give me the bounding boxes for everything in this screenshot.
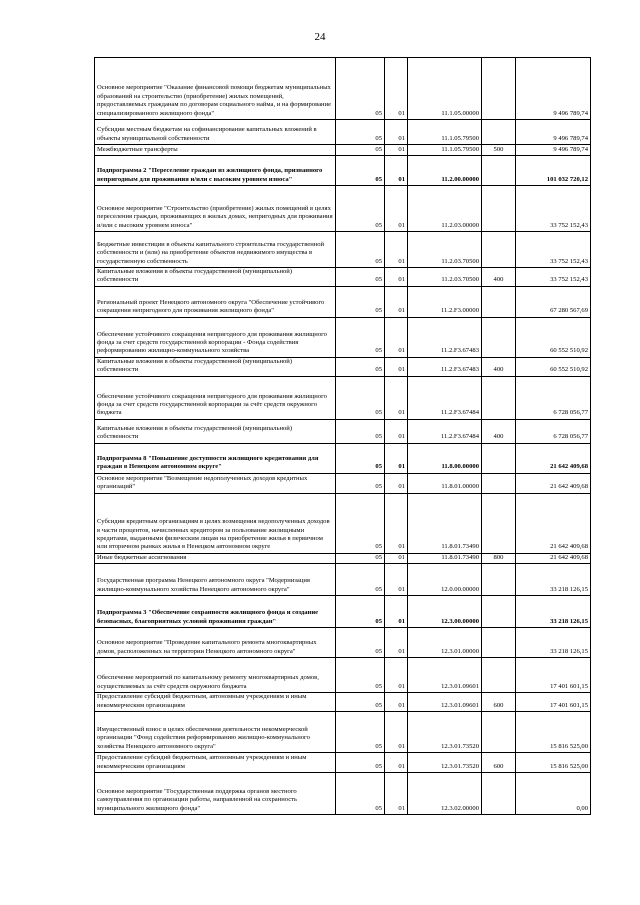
row-section-cell: 05 — [336, 156, 385, 186]
table-row — [95, 753, 591, 773]
row-amount-cell: 33 218 126,15 — [516, 564, 591, 596]
row-expense-type-cell: 600 — [482, 753, 516, 773]
row-amount-cell: 17 401 601,15 — [516, 693, 591, 712]
table-row — [95, 553, 591, 563]
row-name-cell: Иные бюджетные ассигнования — [95, 553, 336, 563]
row-subsection-cell: 01 — [385, 145, 408, 156]
row-subsection-cell: 01 — [385, 120, 408, 145]
row-name-cell: Субсидии кредитным организациям в целях возмещения недополученных доходов в части процентов, начисленных кредитором за пользование жилищными кредитами, выданными физическим лицам на приобретение жилья в первичном или вторичном рынках жилья в Ненецком автономном округе — [95, 493, 336, 553]
row-amount-cell: 6 728 056,77 — [516, 419, 591, 443]
table-row — [95, 473, 591, 493]
row-expense-type-cell — [482, 286, 516, 317]
row-name-cell: Основное мероприятие "Проведение капитального ремонта многоквартирных домов, расположенных на территории Ненецкого автономного округа" — [95, 628, 336, 658]
table-row — [95, 693, 591, 712]
table-row — [95, 493, 591, 553]
row-amount-cell: 17 401 601,15 — [516, 658, 591, 693]
table-row — [95, 596, 591, 628]
row-subsection-cell: 01 — [385, 712, 408, 753]
row-section-cell: 05 — [336, 628, 385, 658]
row-section-cell: 05 — [336, 419, 385, 443]
table-row — [95, 376, 591, 419]
row-subsection-cell: 01 — [385, 493, 408, 553]
row-expense-type-cell — [482, 58, 516, 120]
row-section-cell: 05 — [336, 186, 385, 232]
row-amount-cell: 33 218 126,15 — [516, 628, 591, 658]
row-subsection-cell: 01 — [385, 773, 408, 815]
row-target-article-cell: 11.2.F3.67484 — [408, 419, 482, 443]
row-name-cell: Предоставление субсидий бюджетным, автономным учреждениям и иным некоммерческим организациям — [95, 753, 336, 773]
row-target-article-cell: 12.3.01.73520 — [408, 712, 482, 753]
row-target-article-cell: 12.3.00.00000 — [408, 596, 482, 628]
row-target-article-cell: 11.2.03.00000 — [408, 186, 482, 232]
row-section-cell: 05 — [336, 493, 385, 553]
row-name-cell: Основное мероприятие "Оказание финансовой помощи бюджетам муниципальных образований на строительство (приобретение) жилых помещений, предоставляемых гражданам по договорам социального найма, и на формирование специализированного жилищного фонда" — [95, 58, 336, 120]
table-row — [95, 286, 591, 317]
row-expense-type-cell — [482, 473, 516, 493]
table-row — [95, 712, 591, 753]
row-expense-type-cell: 800 — [482, 553, 516, 563]
row-section-cell: 05 — [336, 693, 385, 712]
row-target-article-cell: 11.2.03.70500 — [408, 232, 482, 268]
row-subsection-cell: 01 — [385, 693, 408, 712]
row-target-article-cell: 11.2.F3.67484 — [408, 376, 482, 419]
row-subsection-cell: 01 — [385, 156, 408, 186]
row-expense-type-cell: 500 — [482, 145, 516, 156]
table-row — [95, 317, 591, 357]
row-expense-type-cell — [482, 156, 516, 186]
row-name-cell: Основное мероприятие "Государственная поддержка органов местного самоуправления по организации работы, направленной на сохранность муниципального жилищного фонда" — [95, 773, 336, 815]
row-target-article-cell: 11.8.01.73490 — [408, 493, 482, 553]
row-name-cell: Обеспечение мероприятий по капитальному ремонту многоквартирных домов, осуществляемых за счёт средств окружного бюджета — [95, 658, 336, 693]
row-target-article-cell: 11.1.05.79500 — [408, 120, 482, 145]
row-amount-cell: 0,00 — [516, 773, 591, 815]
row-amount-cell: 33 752 152,43 — [516, 186, 591, 232]
table-row — [95, 443, 591, 473]
row-target-article-cell: 12.0.00.00000 — [408, 564, 482, 596]
row-subsection-cell: 01 — [385, 553, 408, 563]
table-row — [95, 564, 591, 596]
row-name-cell: Подпрограмма 3 "Обеспечение сохранности жилищного фонда и создание безопасных, благоприятных условий проживания граждан" — [95, 596, 336, 628]
table-row — [95, 773, 591, 815]
table-row — [95, 658, 591, 693]
row-amount-cell: 21 642 409,68 — [516, 553, 591, 563]
row-expense-type-cell — [482, 658, 516, 693]
row-section-cell: 05 — [336, 553, 385, 563]
row-target-article-cell: 11.1.05.00000 — [408, 58, 482, 120]
row-target-article-cell: 11.2.F3.67483 — [408, 357, 482, 376]
row-target-article-cell: 11.2.03.70500 — [408, 268, 482, 287]
table-row — [95, 268, 591, 287]
row-amount-cell: 33 752 152,43 — [516, 268, 591, 287]
row-subsection-cell: 01 — [385, 753, 408, 773]
row-section-cell: 05 — [336, 232, 385, 268]
row-expense-type-cell — [482, 493, 516, 553]
row-subsection-cell: 01 — [385, 628, 408, 658]
row-amount-cell: 60 552 510,92 — [516, 317, 591, 357]
row-section-cell: 05 — [336, 317, 385, 357]
page-number: 24 — [314, 31, 326, 43]
table-row — [95, 232, 591, 268]
row-name-cell: Обеспечение устойчивого сокращения непригодного для проживания жилищного фонда за счет средств государственной корпорации - Фонда содействия реформированию жилищно-коммунального хозяйства — [95, 317, 336, 357]
row-amount-cell: 33 752 152,43 — [516, 232, 591, 268]
row-expense-type-cell — [482, 443, 516, 473]
row-subsection-cell: 01 — [385, 186, 408, 232]
table-row — [95, 156, 591, 186]
row-amount-cell: 21 642 409,68 — [516, 443, 591, 473]
row-target-article-cell: 12.3.01.09601 — [408, 693, 482, 712]
row-expense-type-cell: 400 — [482, 268, 516, 287]
row-section-cell: 05 — [336, 286, 385, 317]
row-target-article-cell: 11.8.01.00000 — [408, 473, 482, 493]
row-expense-type-cell — [482, 232, 516, 268]
budget-table-body — [95, 58, 591, 815]
row-target-article-cell: 11.8.00.00000 — [408, 443, 482, 473]
row-target-article-cell: 12.3.01.73520 — [408, 753, 482, 773]
row-expense-type-cell — [482, 186, 516, 232]
row-amount-cell: 9 496 789,74 — [516, 145, 591, 156]
row-name-cell: Предоставление субсидий бюджетным, автономным учреждениям и иным некоммерческим организациям — [95, 693, 336, 712]
row-amount-cell: 101 032 720,12 — [516, 156, 591, 186]
row-subsection-cell: 01 — [385, 596, 408, 628]
row-section-cell: 05 — [336, 357, 385, 376]
row-name-cell: Субсидии местным бюджетам на софинансирование капитальных вложений в объекты муниципальной собственности — [95, 120, 336, 145]
row-subsection-cell: 01 — [385, 658, 408, 693]
row-target-article-cell: 12.3.01.09601 — [408, 658, 482, 693]
row-section-cell: 05 — [336, 712, 385, 753]
budget-table — [94, 57, 591, 815]
row-subsection-cell: 01 — [385, 376, 408, 419]
row-expense-type-cell — [482, 712, 516, 753]
row-name-cell: Государственная программа Ненецкого автономного округа "Модернизация жилищно-коммунального хозяйства Ненецкого автономного округа" — [95, 564, 336, 596]
row-expense-type-cell — [482, 317, 516, 357]
table-row — [95, 120, 591, 145]
row-subsection-cell: 01 — [385, 443, 408, 473]
row-name-cell: Основное мероприятие "Возмещение недополученных доходов кредитных организаций" — [95, 473, 336, 493]
row-expense-type-cell — [482, 120, 516, 145]
row-expense-type-cell — [482, 628, 516, 658]
row-amount-cell: 9 496 789,74 — [516, 120, 591, 145]
row-subsection-cell: 01 — [385, 58, 408, 120]
row-name-cell: Региональный проект Ненецкого автономного округа "Обеспечение устойчивого сокращения непригодного для проживания жилищного фонда" — [95, 286, 336, 317]
table-row — [95, 628, 591, 658]
row-target-article-cell: 12.3.02.00000 — [408, 773, 482, 815]
row-expense-type-cell: 400 — [482, 419, 516, 443]
row-subsection-cell: 01 — [385, 232, 408, 268]
row-amount-cell: 21 642 409,68 — [516, 473, 591, 493]
row-section-cell: 05 — [336, 658, 385, 693]
row-amount-cell: 60 552 510,92 — [516, 357, 591, 376]
row-section-cell: 05 — [336, 473, 385, 493]
row-subsection-cell: 01 — [385, 317, 408, 357]
row-amount-cell: 21 642 409,68 — [516, 493, 591, 553]
row-target-article-cell: 11.2.F3.00000 — [408, 286, 482, 317]
table-row — [95, 58, 591, 120]
row-name-cell: Межбюджетные трансферты — [95, 145, 336, 156]
row-amount-cell: 33 218 126,15 — [516, 596, 591, 628]
row-name-cell: Капитальные вложения в объекты государственной (муниципальной) собственности — [95, 268, 336, 287]
row-expense-type-cell — [482, 564, 516, 596]
row-amount-cell: 6 728 056,77 — [516, 376, 591, 419]
row-name-cell: Капитальные вложения в объекты государственной (муниципальной) собственности — [95, 419, 336, 443]
row-section-cell: 05 — [336, 120, 385, 145]
row-section-cell: 05 — [336, 773, 385, 815]
row-section-cell: 05 — [336, 376, 385, 419]
table-row — [95, 357, 591, 376]
table-row — [95, 419, 591, 443]
row-target-article-cell: 11.2.00.00000 — [408, 156, 482, 186]
row-section-cell: 05 — [336, 596, 385, 628]
row-subsection-cell: 01 — [385, 564, 408, 596]
row-target-article-cell: 11.8.01.73490 — [408, 553, 482, 563]
row-name-cell: Бюджетные инвестиции в объекты капитального строительства государственной собственности и (или) на приобретение объектов недвижимого имущества в государственную собственность — [95, 232, 336, 268]
row-expense-type-cell — [482, 596, 516, 628]
table-row — [95, 145, 591, 156]
row-subsection-cell: 01 — [385, 357, 408, 376]
row-expense-type-cell: 600 — [482, 693, 516, 712]
row-subsection-cell: 01 — [385, 419, 408, 443]
row-expense-type-cell: 400 — [482, 357, 516, 376]
row-section-cell: 05 — [336, 58, 385, 120]
row-section-cell: 05 — [336, 753, 385, 773]
row-name-cell: Основное мероприятие "Строительство (приобретение) жилых помещений в целях переселения граждан, проживающих в жилых домах, непригодных для проживания и/или с высоким уровнем износа" — [95, 186, 336, 232]
row-expense-type-cell — [482, 773, 516, 815]
row-subsection-cell: 01 — [385, 268, 408, 287]
row-amount-cell: 15 816 525,00 — [516, 712, 591, 753]
row-target-article-cell: 12.3.01.00000 — [408, 628, 482, 658]
row-target-article-cell: 11.2.F3.67483 — [408, 317, 482, 357]
row-section-cell: 05 — [336, 268, 385, 287]
table-row — [95, 186, 591, 232]
row-name-cell: Капитальные вложения в объекты государственной (муниципальной) собственности — [95, 357, 336, 376]
row-section-cell: 05 — [336, 443, 385, 473]
row-amount-cell: 9 496 789,74 — [516, 58, 591, 120]
row-name-cell: Подпрограмма 8 "Повышение доступности жилищного кредитования для граждан в Ненецком автономном округе" — [95, 443, 336, 473]
row-subsection-cell: 01 — [385, 473, 408, 493]
row-name-cell: Подпрограмма 2 "Переселение граждан из жилищного фонда, признанного непригодным для проживания и/или с высоким уровнем износа" — [95, 156, 336, 186]
row-section-cell: 05 — [336, 564, 385, 596]
row-amount-cell: 67 280 567,69 — [516, 286, 591, 317]
row-section-cell: 05 — [336, 145, 385, 156]
row-amount-cell: 15 816 525,00 — [516, 753, 591, 773]
row-subsection-cell: 01 — [385, 286, 408, 317]
row-expense-type-cell — [482, 376, 516, 419]
row-name-cell: Обеспечение устойчивого сокращения непригодного для проживания жилищного фонда за счет средств государственной корпорации за счёт средств окружного бюджета — [95, 376, 336, 419]
row-target-article-cell: 11.1.05.79500 — [408, 145, 482, 156]
row-name-cell: Имущественный взнос в целях обеспечения деятельности некоммерческой организации "Фонд содействия реформированию жилищно-коммунального хозяйства Ненецкого автономного округа" — [95, 712, 336, 753]
